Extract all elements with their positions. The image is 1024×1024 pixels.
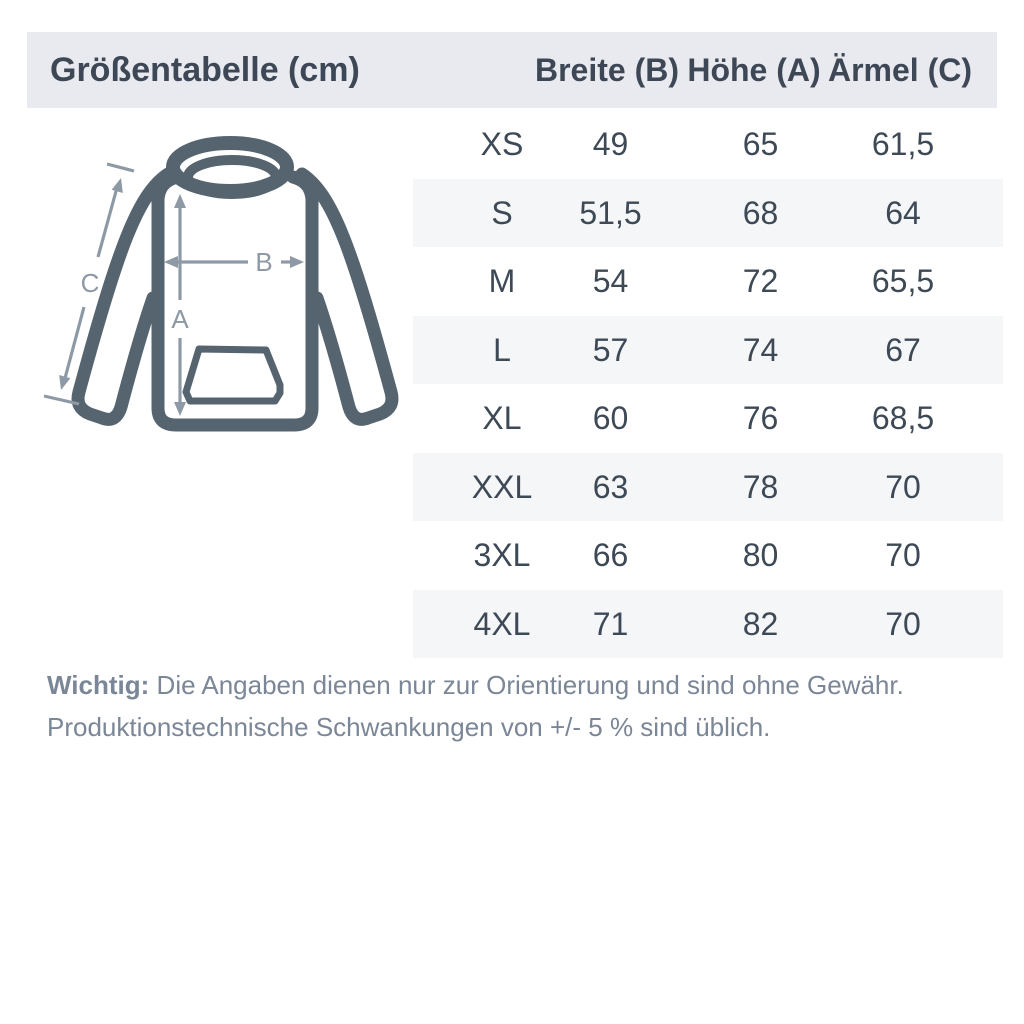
table-row-m — [413, 247, 1003, 316]
breite-value: 49 — [592, 126, 629, 162]
disclaimer-note-prefix: Wichtig: — [47, 670, 150, 700]
hoehe-value: 76 — [742, 400, 779, 436]
aermel-value: 70 — [885, 605, 921, 642]
disclaimer-note-text: Die Angaben dienen nur zur Orientierung und sind ohne Gewähr. Produktionstechnische Schwankungen von +/- 5 % sind üblich. — [47, 670, 904, 742]
hoodie-diagram — [40, 112, 440, 462]
aermel-value: 65,5 — [871, 263, 935, 299]
table-row-s — [413, 179, 1003, 248]
hoodie-icon — [78, 143, 392, 425]
measure-arrow-b — [164, 256, 304, 268]
aermel-value: 64 — [885, 194, 921, 231]
hoehe-value: 72 — [742, 263, 779, 299]
disclaimer-note — [47, 664, 967, 748]
table-row-xxl — [413, 453, 1003, 522]
hoehe-value: 68 — [742, 194, 779, 231]
aermel-value: 70 — [885, 468, 921, 505]
table-row-l — [413, 316, 1003, 385]
hoehe-value: 78 — [742, 468, 779, 505]
hoehe-value: 80 — [742, 537, 779, 573]
breite-value: 54 — [592, 263, 629, 299]
size-label: M — [488, 263, 516, 299]
column-header-aermel: Ärmel (C) — [827, 52, 972, 88]
table-row-3xl — [413, 521, 1003, 590]
page-title: Größentabelle (cm) — [50, 51, 360, 89]
size-label: XXL — [471, 468, 533, 505]
size-label: 3XL — [473, 537, 531, 573]
breite-value: 60 — [592, 400, 629, 436]
breite-value: 66 — [592, 537, 629, 573]
hoehe-value: 74 — [742, 331, 779, 368]
aermel-value: 68,5 — [871, 400, 935, 436]
aermel-value: 61,5 — [871, 126, 935, 162]
size-label: XS — [480, 126, 524, 162]
measure-label-b: B — [255, 247, 273, 277]
header-band — [27, 32, 997, 108]
column-header-hoehe: Höhe (A) — [687, 52, 821, 88]
size-table — [413, 110, 1003, 658]
hoehe-value: 82 — [742, 605, 779, 642]
table-row-4xl — [413, 590, 1003, 659]
aermel-value: 67 — [885, 331, 921, 368]
size-label: S — [491, 194, 513, 231]
breite-value: 71 — [592, 605, 629, 642]
table-row-xs — [413, 110, 1003, 179]
size-label: XL — [482, 400, 522, 436]
column-header-breite: Breite (B) — [534, 52, 679, 88]
breite-value: 51,5 — [579, 194, 642, 231]
breite-value: 57 — [592, 331, 629, 368]
measure-label-a: A — [171, 304, 189, 334]
aermel-value: 70 — [885, 537, 921, 573]
size-label: 4XL — [473, 605, 531, 642]
breite-value: 63 — [592, 468, 629, 505]
hoehe-value: 65 — [742, 126, 779, 162]
size-label: L — [493, 331, 511, 368]
table-row-xl — [413, 384, 1003, 453]
measure-label-c: C — [80, 268, 100, 298]
